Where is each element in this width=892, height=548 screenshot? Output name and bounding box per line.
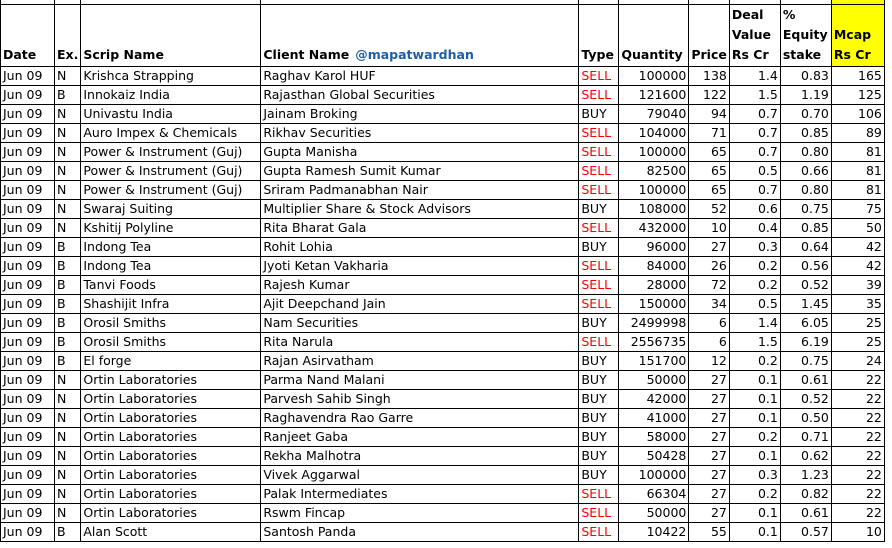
cell-type: BUY <box>579 105 619 124</box>
cell-scrip-name: Ortin Laboratories <box>81 371 261 390</box>
cell-scrip-name: El forge <box>81 352 261 371</box>
table-row <box>1 485 885 504</box>
cell-equity-stake: 0.71 <box>780 428 831 447</box>
cell-type: BUY <box>579 447 619 466</box>
cell-quantity: 58000 <box>619 428 689 447</box>
cell-type: BUY <box>579 390 619 409</box>
cell-date: Jun 09 <box>1 371 55 390</box>
cell-type: SELL <box>579 276 619 295</box>
cell-client-name: Raghav Karol HUF <box>261 67 579 86</box>
cell-equity-stake: 0.50 <box>780 409 831 428</box>
cell-deal-value: 0.5 <box>729 295 780 314</box>
table-row <box>1 143 885 162</box>
cell-quantity: 42000 <box>619 390 689 409</box>
cell-equity-stake: 0.75 <box>780 352 831 371</box>
cell-price: 65 <box>689 143 730 162</box>
cell-client-name: Ajit Deepchand Jain <box>261 295 579 314</box>
cell-type: BUY <box>579 409 619 428</box>
cell-date: Jun 09 <box>1 86 55 105</box>
cell-type: SELL <box>579 523 619 542</box>
cell-equity-stake: 1.23 <box>780 466 831 485</box>
cell-scrip-name: Kshitij Polyline <box>81 219 261 238</box>
cell-equity-stake: 0.70 <box>780 105 831 124</box>
table-row <box>1 86 885 105</box>
cell-exchange: N <box>55 466 81 485</box>
cell-price: 27 <box>689 504 730 523</box>
cell-deal-value: 0.5 <box>729 162 780 181</box>
table-body <box>1 67 885 542</box>
cell-scrip-name: Swaraj Suiting <box>81 200 261 219</box>
header-date: Date <box>1 5 55 67</box>
cell-deal-value: 0.4 <box>729 219 780 238</box>
cell-price: 122 <box>689 86 730 105</box>
cell-date: Jun 09 <box>1 447 55 466</box>
cell-exchange: N <box>55 447 81 466</box>
cell-equity-stake: 0.52 <box>780 276 831 295</box>
cell-client-name: Nam Securities <box>261 314 579 333</box>
header-exchange: Ex. <box>55 5 81 67</box>
cell-mcap: 89 <box>831 124 884 143</box>
cell-equity-stake: 0.82 <box>780 485 831 504</box>
cell-mcap: 125 <box>831 86 884 105</box>
cell-mcap: 39 <box>831 276 884 295</box>
cell-scrip-name: Power & Instrument (Guj) <box>81 162 261 181</box>
cell-price: 6 <box>689 314 730 333</box>
cell-mcap: 81 <box>831 181 884 200</box>
cell-equity-stake: 0.75 <box>780 200 831 219</box>
cell-quantity: 100000 <box>619 143 689 162</box>
cell-equity-stake: 6.19 <box>780 333 831 352</box>
cell-equity-stake: 0.61 <box>780 371 831 390</box>
cell-exchange: N <box>55 409 81 428</box>
table-row <box>1 238 885 257</box>
cell-deal-value: 0.7 <box>729 124 780 143</box>
table-row <box>1 276 885 295</box>
cell-equity-stake: 0.57 <box>780 523 831 542</box>
cell-type: SELL <box>579 124 619 143</box>
table-row <box>1 428 885 447</box>
cell-exchange: B <box>55 86 81 105</box>
cell-equity-stake: 6.05 <box>780 314 831 333</box>
cell-price: 26 <box>689 257 730 276</box>
cell-quantity: 50000 <box>619 371 689 390</box>
table-row <box>1 352 885 371</box>
cell-type: SELL <box>579 162 619 181</box>
cell-mcap: 22 <box>831 371 884 390</box>
table-row <box>1 181 885 200</box>
table-row <box>1 295 885 314</box>
header-quantity: Quantity <box>619 5 689 67</box>
cell-deal-value: 1.5 <box>729 333 780 352</box>
cell-exchange: N <box>55 485 81 504</box>
cell-price: 55 <box>689 523 730 542</box>
cell-type: BUY <box>579 200 619 219</box>
cell-mcap: 50 <box>831 219 884 238</box>
cell-exchange: N <box>55 200 81 219</box>
cell-deal-value: 0.3 <box>729 238 780 257</box>
cell-mcap: 24 <box>831 352 884 371</box>
table-row <box>1 466 885 485</box>
cell-date: Jun 09 <box>1 124 55 143</box>
cell-exchange: B <box>55 257 81 276</box>
cell-mcap: 42 <box>831 238 884 257</box>
cell-date: Jun 09 <box>1 219 55 238</box>
cell-date: Jun 09 <box>1 352 55 371</box>
cell-deal-value: 0.2 <box>729 428 780 447</box>
cell-mcap: 22 <box>831 447 884 466</box>
cell-equity-stake: 0.64 <box>780 238 831 257</box>
cell-deal-value: 0.7 <box>729 181 780 200</box>
cell-client-name: Rswm Fincap <box>261 504 579 523</box>
cell-quantity: 104000 <box>619 124 689 143</box>
cell-deal-value: 0.2 <box>729 352 780 371</box>
header-type: Type <box>579 5 619 67</box>
cell-quantity: 10422 <box>619 523 689 542</box>
table-row <box>1 257 885 276</box>
cell-quantity: 121600 <box>619 86 689 105</box>
cell-client-name: Sriram Padmanabhan Nair <box>261 181 579 200</box>
header-client-name <box>261 5 579 67</box>
cell-price: 27 <box>689 238 730 257</box>
cell-type: SELL <box>579 504 619 523</box>
cell-exchange: N <box>55 371 81 390</box>
cell-exchange: B <box>55 295 81 314</box>
cell-scrip-name: Ortin Laboratories <box>81 447 261 466</box>
cell-price: 138 <box>689 67 730 86</box>
cell-deal-value: 0.1 <box>729 371 780 390</box>
table-row <box>1 200 885 219</box>
cell-client-name: Raghavendra Rao Garre <box>261 409 579 428</box>
cell-client-name: Vivek Aggarwal <box>261 466 579 485</box>
cell-type: SELL <box>579 143 619 162</box>
cell-price: 27 <box>689 485 730 504</box>
cell-date: Jun 09 <box>1 485 55 504</box>
cell-deal-value: 0.1 <box>729 447 780 466</box>
cell-scrip-name: Ortin Laboratories <box>81 504 261 523</box>
cell-date: Jun 09 <box>1 67 55 86</box>
cell-price: 27 <box>689 390 730 409</box>
cell-exchange: B <box>55 352 81 371</box>
cell-quantity: 100000 <box>619 181 689 200</box>
cell-mcap: 22 <box>831 428 884 447</box>
cell-price: 10 <box>689 219 730 238</box>
table-row <box>1 124 885 143</box>
cell-price: 27 <box>689 466 730 485</box>
cell-equity-stake: 0.62 <box>780 447 831 466</box>
table-row <box>1 447 885 466</box>
cell-scrip-name: Ortin Laboratories <box>81 485 261 504</box>
cell-date: Jun 09 <box>1 162 55 181</box>
cell-date: Jun 09 <box>1 257 55 276</box>
cell-price: 27 <box>689 428 730 447</box>
cell-exchange: B <box>55 333 81 352</box>
cell-type: BUY <box>579 238 619 257</box>
cell-client-name: Jyoti Ketan Vakharia <box>261 257 579 276</box>
table-row <box>1 504 885 523</box>
cell-quantity: 432000 <box>619 219 689 238</box>
cell-equity-stake: 0.56 <box>780 257 831 276</box>
cell-deal-value: 1.4 <box>729 67 780 86</box>
cell-quantity: 50428 <box>619 447 689 466</box>
cell-price: 6 <box>689 333 730 352</box>
cell-deal-value: 0.2 <box>729 276 780 295</box>
cell-date: Jun 09 <box>1 390 55 409</box>
cell-scrip-name: Univastu India <box>81 105 261 124</box>
cell-scrip-name: Power & Instrument (Guj) <box>81 181 261 200</box>
cell-exchange: N <box>55 504 81 523</box>
cell-client-name: Palak Intermediates <box>261 485 579 504</box>
cell-quantity: 108000 <box>619 200 689 219</box>
cell-mcap: 25 <box>831 333 884 352</box>
header-deal-value: Deal Value Rs Cr <box>729 5 780 67</box>
cell-type: SELL <box>579 295 619 314</box>
cell-price: 27 <box>689 409 730 428</box>
table-row <box>1 409 885 428</box>
cell-mcap: 22 <box>831 466 884 485</box>
cell-mcap: 106 <box>831 105 884 124</box>
cell-quantity: 2499998 <box>619 314 689 333</box>
cell-scrip-name: Ortin Laboratories <box>81 390 261 409</box>
cell-type: BUY <box>579 314 619 333</box>
cell-date: Jun 09 <box>1 276 55 295</box>
cell-date: Jun 09 <box>1 143 55 162</box>
table-row <box>1 105 885 124</box>
cell-date: Jun 09 <box>1 504 55 523</box>
cell-type: SELL <box>579 485 619 504</box>
cell-type: BUY <box>579 371 619 390</box>
author-handle: @mapatwardhan <box>355 47 474 62</box>
cell-date: Jun 09 <box>1 105 55 124</box>
cell-quantity: 82500 <box>619 162 689 181</box>
cell-type: SELL <box>579 257 619 276</box>
cell-equity-stake: 0.80 <box>780 143 831 162</box>
cell-equity-stake: 1.45 <box>780 295 831 314</box>
cell-mcap: 22 <box>831 485 884 504</box>
cell-price: 12 <box>689 352 730 371</box>
cell-mcap: 25 <box>831 314 884 333</box>
cell-quantity: 100000 <box>619 466 689 485</box>
cell-deal-value: 0.6 <box>729 200 780 219</box>
cell-quantity: 2556735 <box>619 333 689 352</box>
cell-exchange: N <box>55 67 81 86</box>
cell-mcap: 81 <box>831 162 884 181</box>
cell-mcap: 35 <box>831 295 884 314</box>
cell-client-name: Multiplier Share & Stock Advisors <box>261 200 579 219</box>
header-row <box>1 5 885 67</box>
cell-price: 52 <box>689 200 730 219</box>
cell-client-name: Parvesh Sahib Singh <box>261 390 579 409</box>
cell-date: Jun 09 <box>1 238 55 257</box>
header-price: Price <box>689 5 730 67</box>
cell-type: BUY <box>579 352 619 371</box>
cell-price: 65 <box>689 162 730 181</box>
cell-quantity: 84000 <box>619 257 689 276</box>
cell-mcap: 42 <box>831 257 884 276</box>
cell-equity-stake: 0.80 <box>780 181 831 200</box>
cell-exchange: N <box>55 143 81 162</box>
cell-exchange: N <box>55 390 81 409</box>
cell-client-name: Santosh Panda <box>261 523 579 542</box>
cell-scrip-name: Innokaiz India <box>81 86 261 105</box>
cell-scrip-name: Ortin Laboratories <box>81 428 261 447</box>
table-row <box>1 371 885 390</box>
cell-type: BUY <box>579 428 619 447</box>
cell-mcap: 10 <box>831 523 884 542</box>
cell-price: 27 <box>689 371 730 390</box>
cell-client-name: Gupta Manisha <box>261 143 579 162</box>
cell-quantity: 151700 <box>619 352 689 371</box>
cell-client-name: Rajan Asirvatham <box>261 352 579 371</box>
table-row <box>1 67 885 86</box>
cell-exchange: N <box>55 105 81 124</box>
header-scrip-name: Scrip Name <box>81 5 261 67</box>
cell-scrip-name: Auro Impex & Chemicals <box>81 124 261 143</box>
cell-client-name: Rajesh Kumar <box>261 276 579 295</box>
cell-deal-value: 0.1 <box>729 390 780 409</box>
cell-exchange: N <box>55 428 81 447</box>
cell-equity-stake: 0.83 <box>780 67 831 86</box>
cell-client-name: Rohit Lohia <box>261 238 579 257</box>
cell-exchange: N <box>55 181 81 200</box>
table-row <box>1 162 885 181</box>
cell-equity-stake: 1.19 <box>780 86 831 105</box>
cell-date: Jun 09 <box>1 333 55 352</box>
cell-date: Jun 09 <box>1 295 55 314</box>
cell-quantity: 41000 <box>619 409 689 428</box>
cell-exchange: B <box>55 276 81 295</box>
cell-quantity: 66304 <box>619 485 689 504</box>
table-row <box>1 333 885 352</box>
cell-type: SELL <box>579 86 619 105</box>
cell-deal-value: 0.1 <box>729 409 780 428</box>
cell-mcap: 81 <box>831 143 884 162</box>
cell-quantity: 150000 <box>619 295 689 314</box>
table-row <box>1 390 885 409</box>
cell-scrip-name: Orosil Smiths <box>81 314 261 333</box>
cell-equity-stake: 0.85 <box>780 219 831 238</box>
cell-scrip-name: Indong Tea <box>81 238 261 257</box>
cell-deal-value: 0.3 <box>729 466 780 485</box>
cell-client-name: Ranjeet Gaba <box>261 428 579 447</box>
cell-date: Jun 09 <box>1 466 55 485</box>
cell-date: Jun 09 <box>1 523 55 542</box>
cell-quantity: 100000 <box>619 67 689 86</box>
cell-exchange: B <box>55 314 81 333</box>
cell-deal-value: 0.7 <box>729 105 780 124</box>
cell-client-name: Jainam Broking <box>261 105 579 124</box>
header-equity-stake: % Equity stake <box>780 5 831 67</box>
cell-mcap: 22 <box>831 409 884 428</box>
cell-client-name: Rita Narula <box>261 333 579 352</box>
cell-scrip-name: Krishca Strapping <box>81 67 261 86</box>
cell-price: 94 <box>689 105 730 124</box>
cell-deal-value: 0.1 <box>729 523 780 542</box>
cell-quantity: 79040 <box>619 105 689 124</box>
cell-price: 65 <box>689 181 730 200</box>
cell-price: 34 <box>689 295 730 314</box>
cell-scrip-name: Orosil Smiths <box>81 333 261 352</box>
cell-date: Jun 09 <box>1 181 55 200</box>
table-row <box>1 523 885 542</box>
cell-mcap: 22 <box>831 504 884 523</box>
cell-scrip-name: Ortin Laboratories <box>81 466 261 485</box>
cell-scrip-name: Alan Scott <box>81 523 261 542</box>
cell-mcap: 22 <box>831 390 884 409</box>
cell-deal-value: 0.2 <box>729 257 780 276</box>
cell-quantity: 50000 <box>619 504 689 523</box>
cell-equity-stake: 0.61 <box>780 504 831 523</box>
cell-deal-value: 0.2 <box>729 485 780 504</box>
cell-exchange: B <box>55 523 81 542</box>
cell-equity-stake: 0.66 <box>780 162 831 181</box>
cell-type: SELL <box>579 181 619 200</box>
cell-quantity: 96000 <box>619 238 689 257</box>
cell-exchange: B <box>55 238 81 257</box>
cell-price: 72 <box>689 276 730 295</box>
table-row <box>1 219 885 238</box>
cell-exchange: N <box>55 162 81 181</box>
cell-equity-stake: 0.85 <box>780 124 831 143</box>
cell-price: 27 <box>689 447 730 466</box>
cell-client-name: Gupta Ramesh Sumit Kumar <box>261 162 579 181</box>
cell-client-name: Parma Nand Malani <box>261 371 579 390</box>
table-row <box>1 314 885 333</box>
cell-scrip-name: Power & Instrument (Guj) <box>81 143 261 162</box>
cell-type: SELL <box>579 67 619 86</box>
cell-date: Jun 09 <box>1 428 55 447</box>
cell-scrip-name: Tanvi Foods <box>81 276 261 295</box>
cell-equity-stake: 0.52 <box>780 390 831 409</box>
cell-deal-value: 0.1 <box>729 504 780 523</box>
cell-type: SELL <box>579 219 619 238</box>
cell-deal-value: 1.4 <box>729 314 780 333</box>
cell-scrip-name: Shashijit Infra <box>81 295 261 314</box>
cell-mcap: 165 <box>831 67 884 86</box>
cell-scrip-name: Ortin Laboratories <box>81 409 261 428</box>
client-name-label: Client Name <box>263 47 350 62</box>
cell-type: SELL <box>579 333 619 352</box>
cell-client-name: Rikhav Securities <box>261 124 579 143</box>
cell-date: Jun 09 <box>1 409 55 428</box>
cell-scrip-name: Indong Tea <box>81 257 261 276</box>
cell-client-name: Rajasthan Global Securities <box>261 86 579 105</box>
header-mcap: Mcap Rs Cr <box>831 5 884 67</box>
cell-mcap: 75 <box>831 200 884 219</box>
cell-quantity: 28000 <box>619 276 689 295</box>
cell-deal-value: 0.7 <box>729 143 780 162</box>
cell-client-name: Rita Bharat Gala <box>261 219 579 238</box>
cell-date: Jun 09 <box>1 314 55 333</box>
cell-client-name: Rekha Malhotra <box>261 447 579 466</box>
cell-type: BUY <box>579 466 619 485</box>
cell-exchange: N <box>55 219 81 238</box>
cell-price: 71 <box>689 124 730 143</box>
cell-date: Jun 09 <box>1 200 55 219</box>
cell-deal-value: 1.5 <box>729 86 780 105</box>
cell-exchange: N <box>55 124 81 143</box>
